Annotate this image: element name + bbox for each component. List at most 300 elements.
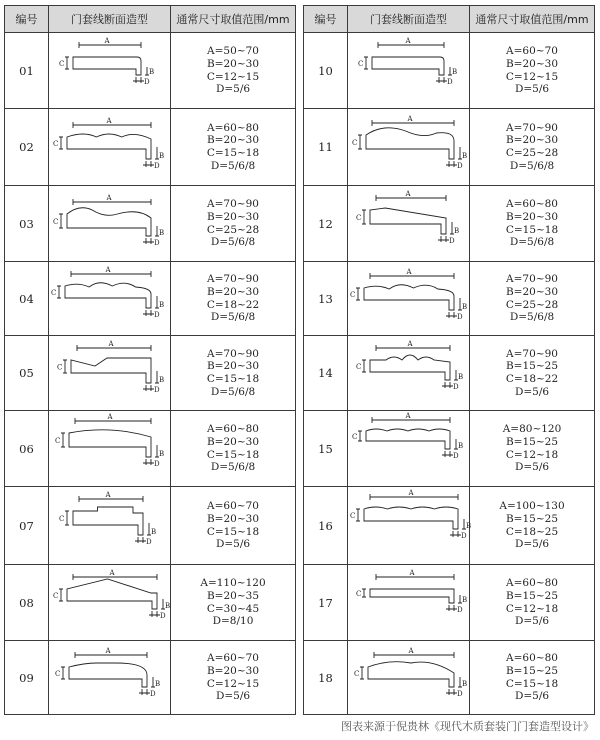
size-range-value: D=5/6/8 [509, 311, 555, 324]
profile-cell [49, 109, 171, 186]
row-number: 09 [5, 641, 49, 715]
dimension-d-label: D [153, 310, 160, 319]
dimension-b-label: B [457, 441, 463, 450]
dimension-a-line [75, 418, 151, 424]
dimension-d-line [442, 382, 453, 388]
dimension-a-line [372, 120, 454, 126]
row-number: 06 [5, 411, 49, 487]
table-row [5, 186, 296, 262]
dimension-a-line [73, 199, 151, 205]
profile-outline [73, 507, 143, 535]
size-range-cell [171, 262, 296, 336]
size-range-value: A=70~90 [207, 273, 259, 286]
table-row [304, 487, 595, 565]
size-range-value: B=20~30 [206, 512, 260, 525]
row-number: 08 [5, 565, 49, 641]
size-range-value: A=60~70 [207, 652, 259, 665]
size-range-value: A=60~80 [207, 121, 259, 134]
dimension-a-line [73, 122, 151, 128]
dimension-c-line [65, 57, 69, 69]
dimension-a-label: A [407, 488, 414, 497]
profile-cell [49, 641, 171, 715]
dimension-c-label: C [50, 288, 56, 297]
size-range-value: D=5/6/8 [210, 461, 256, 474]
profile-cell [348, 565, 470, 641]
row-number: 11 [304, 109, 348, 186]
dimension-a-line [71, 271, 151, 277]
profile-diagram-18 [350, 643, 468, 713]
profile-diagram-08 [51, 567, 169, 639]
dimension-a-label: A [108, 568, 115, 577]
size-range-cell [171, 33, 296, 109]
table-row [304, 411, 595, 487]
dimension-d-line [143, 161, 154, 167]
size-range-value: A=70~90 [207, 347, 259, 360]
profile-cell [348, 33, 470, 109]
profile-table-right [303, 5, 595, 715]
dimension-d-label: D [153, 459, 160, 468]
dimension-d-line [143, 385, 154, 391]
dimension-a-label: A [104, 490, 111, 499]
row-number: 16 [304, 487, 348, 565]
size-range-value: D=5/6/8 [210, 311, 256, 324]
profile-outline [366, 429, 450, 449]
profile-outline [71, 358, 151, 383]
header-profile: 门套线断面造型 [49, 6, 171, 33]
dimension-a-label: A [107, 339, 114, 348]
dimension-c-label: C [355, 213, 361, 222]
row-number: 03 [5, 186, 49, 262]
dimension-a-label: A [404, 411, 411, 420]
profile-diagram-02 [51, 111, 169, 184]
dimension-d-line [436, 77, 447, 83]
dimension-d-line [143, 459, 154, 465]
row-number: 18 [304, 641, 348, 715]
size-range-value: C=12~18 [505, 602, 559, 615]
table-row [5, 109, 296, 186]
profile-cell [49, 186, 171, 262]
profile-diagram-03 [51, 188, 169, 260]
size-range-value: A=60~80 [506, 577, 558, 590]
dimension-d-line [442, 451, 453, 457]
dimension-d-line [446, 312, 457, 318]
dimension-d-label: D [149, 689, 156, 698]
dimension-d-label: D [159, 611, 166, 620]
table-header-row [304, 6, 595, 33]
profile-diagram-01 [51, 35, 169, 107]
dimension-b-label: B [461, 595, 467, 604]
dimension-c-label: C [355, 589, 361, 598]
dimension-b-label: B [158, 228, 164, 237]
profile-cell [348, 186, 470, 262]
profile-diagram-15 [350, 413, 468, 485]
profile-outline [73, 57, 141, 75]
dimension-d-line [139, 689, 150, 695]
size-range-value: B=15~25 [505, 512, 559, 525]
profile-diagram-11 [350, 111, 468, 184]
dimension-a-label: A [406, 339, 413, 348]
row-number: 05 [5, 336, 49, 411]
dimension-d-label: D [143, 77, 150, 86]
size-range-value: C=30~45 [206, 602, 260, 615]
dimension-d-label: D [153, 385, 160, 394]
size-range-value: D=5/6 [514, 615, 550, 628]
dimension-d-label: D [153, 238, 160, 247]
size-range-cell [470, 641, 595, 715]
size-range-value: A=70~90 [506, 347, 558, 360]
size-range-value: D=5/6/8 [509, 159, 555, 172]
dimension-b-label: B [148, 67, 154, 76]
size-range-value: A=110~120 [200, 577, 266, 590]
table-row [5, 262, 296, 336]
profile-outline [69, 663, 147, 687]
profile-cell [49, 33, 171, 109]
dimension-c-label: C [52, 139, 58, 148]
dimension-b-label: B [158, 375, 164, 384]
figure-caption: 图表来源于倪贵林《现代木质套装门门套造型设计》 [341, 720, 594, 733]
row-number: 14 [304, 336, 348, 411]
size-range-cell [171, 565, 296, 641]
dimension-a-label: A [105, 193, 112, 202]
row-number: 17 [304, 565, 348, 641]
dimension-c-line [360, 667, 364, 679]
size-range-value: C=18~22 [505, 373, 559, 385]
size-range-value: D=5/6/8 [210, 385, 256, 398]
size-range-value: B=15~25 [505, 435, 559, 448]
dimension-c-label: C [351, 432, 357, 441]
profile-diagram-05 [51, 338, 169, 409]
profile-cell [49, 262, 171, 336]
row-number: 02 [5, 109, 49, 186]
size-range-value: C=15~18 [505, 223, 559, 236]
profile-diagram-12 [350, 188, 468, 260]
dimension-a-line [75, 652, 147, 658]
size-range-value: B=20~30 [206, 210, 260, 223]
dimension-a-line [370, 273, 454, 279]
profile-diagram-10 [350, 35, 468, 107]
table-row [5, 411, 296, 487]
dimension-a-label: A [404, 189, 411, 198]
dimension-d-line [149, 611, 160, 617]
size-range-value: D=5/6 [514, 385, 550, 398]
profile-cell [348, 109, 470, 186]
size-range-cell [470, 336, 595, 411]
size-range-value: C=18~22 [206, 298, 260, 311]
profile-cell [348, 336, 470, 411]
dimension-b-label: B [164, 601, 170, 610]
size-range-value: B=15~25 [505, 360, 559, 373]
profile-diagram-07 [51, 489, 169, 563]
table-row [5, 641, 296, 715]
dimension-a-label: A [104, 265, 111, 274]
profile-cell [348, 487, 470, 565]
dimension-b-label: B [150, 527, 156, 536]
dimension-a-line [376, 345, 450, 351]
dimension-d-line [438, 236, 449, 242]
profile-diagram-04 [51, 264, 169, 334]
table-header-row [5, 6, 296, 33]
size-range-value: A=50~70 [207, 45, 259, 58]
size-range-value: D=5/6 [514, 83, 550, 96]
dimension-b-label: B [461, 151, 467, 160]
size-range-value: B=20~30 [206, 285, 260, 298]
dimension-a-line [370, 494, 458, 500]
dimension-a-line [77, 345, 151, 351]
size-range-value: B=20~30 [505, 57, 559, 70]
size-range-value: A=60~80 [506, 652, 558, 665]
size-range-cell [470, 33, 595, 109]
profile-outline [370, 589, 454, 603]
size-range-value: A=70~90 [506, 121, 558, 134]
size-range-value: D=5/6 [514, 690, 550, 703]
size-range-value: C=15~18 [206, 147, 260, 159]
size-range-cell [470, 411, 595, 487]
size-range-value: A=60~70 [207, 500, 259, 513]
size-range-value: D=5/6 [215, 690, 251, 703]
size-range-value: A=100~130 [499, 500, 565, 513]
size-range-cell [171, 336, 296, 411]
row-number: 15 [304, 411, 348, 487]
dimension-d-label: D [145, 537, 152, 546]
dimension-c-line [362, 210, 366, 224]
dimension-d-label: D [448, 236, 455, 245]
size-range-value: C=15~18 [206, 448, 260, 461]
size-range-value: B=20~30 [206, 134, 260, 147]
profile-diagram-14 [350, 338, 468, 409]
dimension-d-label: D [153, 161, 160, 170]
table-row [304, 109, 595, 186]
dimension-c-label: C [355, 362, 361, 371]
size-range-value: C=25~28 [505, 147, 559, 159]
dimension-a-label: A [105, 116, 112, 125]
size-range-cell [171, 487, 296, 565]
size-range-cell [171, 641, 296, 715]
table-row [304, 186, 595, 262]
dimension-c-line [63, 360, 67, 373]
dimension-d-label: D [456, 161, 463, 170]
dimension-a-label: A [404, 36, 411, 45]
size-range-cell [470, 262, 595, 336]
dimension-a-label: A [408, 568, 415, 577]
row-number: 10 [304, 33, 348, 109]
table-row [5, 565, 296, 641]
dimension-c-line [364, 57, 368, 69]
size-range-value: B=20~30 [206, 57, 260, 70]
dimension-b-label: B [461, 302, 467, 311]
dimension-b-label: B [457, 372, 463, 381]
profile-cell [49, 411, 171, 487]
dimension-c-label: C [56, 363, 62, 371]
size-range-value: D=5/6/8 [509, 236, 555, 249]
size-range-cell [470, 109, 595, 186]
size-range-value: D=5/6/8 [210, 236, 256, 249]
dimension-d-line [446, 689, 457, 695]
size-range-value: A=60~80 [506, 198, 558, 211]
dimension-b-label: B [465, 521, 471, 530]
dimension-c-label: C [52, 217, 58, 226]
dimension-c-label: C [58, 514, 64, 523]
dimension-c-line [362, 589, 366, 597]
size-range-value: B=20~30 [206, 360, 260, 373]
size-range-value: D=5/6 [514, 461, 550, 474]
dimension-c-line [59, 137, 63, 149]
size-range-value: D=8/10 [212, 615, 254, 628]
profile-table-left [4, 5, 296, 715]
size-range-value: B=20~30 [505, 134, 559, 147]
dimension-c-line [61, 433, 65, 447]
table-row [304, 336, 595, 411]
profile-cell [348, 411, 470, 487]
dimension-a-line [372, 417, 450, 423]
dimension-d-line [446, 605, 457, 611]
dimension-a-label: A [407, 646, 414, 655]
size-range-value: C=25~28 [505, 298, 559, 311]
row-number: 04 [5, 262, 49, 336]
dimension-a-line [374, 652, 454, 658]
dimension-c-line [59, 214, 63, 228]
row-number: 12 [304, 186, 348, 262]
dimension-a-line [378, 42, 444, 48]
dimension-b-label: B [453, 226, 459, 235]
dimension-c-line [65, 511, 69, 525]
dimension-d-line [133, 77, 144, 83]
dimension-c-label: C [58, 59, 64, 68]
dimension-a-label: A [103, 36, 110, 45]
size-range-value: C=15~18 [206, 525, 260, 538]
header-number: 编号 [5, 6, 49, 33]
size-range-cell [171, 411, 296, 487]
dimension-d-label: D [452, 451, 459, 460]
dimension-b-label: B [154, 679, 160, 688]
profile-outline [67, 207, 151, 235]
table-row [304, 565, 595, 641]
profile-diagram-17 [350, 567, 468, 639]
dimension-d-line [143, 238, 154, 244]
profile-outline [370, 208, 446, 234]
size-range-value: D=5/6 [215, 538, 251, 551]
dimension-c-label: C [52, 591, 58, 600]
dimension-d-label: D [456, 312, 463, 321]
header-profile: 门套线断面造型 [348, 6, 470, 33]
size-range-value: C=12~18 [505, 448, 559, 461]
table-row [304, 262, 595, 336]
dimension-d-label: D [460, 531, 467, 540]
size-range-value: C=12~15 [505, 70, 559, 83]
size-range-cell [171, 109, 296, 186]
profile-diagram-06 [51, 413, 169, 485]
dimension-b-label: B [158, 449, 164, 458]
header-number: 编号 [304, 6, 348, 33]
size-range-value: B=20~30 [505, 210, 559, 223]
header-size-range: 通常尺寸取值范围/mm [171, 6, 296, 33]
dimension-a-label: A [405, 267, 412, 276]
profile-outline [372, 57, 444, 75]
size-range-value: C=15~18 [505, 677, 559, 690]
dimension-c-label: C [54, 669, 60, 678]
dimension-d-label: D [456, 605, 463, 614]
size-range-cell [470, 565, 595, 641]
size-range-value: C=25~28 [206, 223, 260, 236]
table-row [304, 33, 595, 109]
table-row [5, 487, 296, 565]
profile-outline [69, 429, 151, 456]
size-range-value: D=5/6/8 [210, 159, 256, 172]
profile-cell [49, 565, 171, 641]
dimension-a-line [79, 496, 143, 502]
dimension-c-label: C [349, 290, 355, 299]
size-range-value: B=15~25 [505, 589, 559, 602]
profile-cell [348, 262, 470, 336]
size-range-value: D=5/6 [215, 83, 251, 96]
dimension-a-line [73, 574, 157, 580]
size-range-cell [470, 186, 595, 262]
size-range-value: B=20~35 [206, 589, 260, 602]
size-range-value: A=80~120 [502, 423, 562, 436]
dimension-a-label: A [406, 114, 413, 123]
profile-cell [49, 487, 171, 565]
size-range-value: C=18~25 [505, 525, 559, 538]
dimension-c-label: C [353, 669, 359, 678]
profile-diagram-16 [349, 488, 471, 563]
size-range-value: B=20~30 [206, 435, 260, 448]
dimension-a-label: A [104, 646, 111, 655]
dimension-d-label: D [452, 382, 459, 391]
dimension-c-label: C [357, 59, 363, 68]
profile-diagram-09 [51, 643, 169, 713]
table-row [5, 336, 296, 411]
profile-outline [65, 282, 151, 307]
profile-outline [368, 661, 454, 686]
dimension-d-line [446, 161, 457, 167]
profile-diagram-13 [350, 264, 468, 334]
size-range-value: A=70~90 [207, 198, 259, 211]
table-row [5, 33, 296, 109]
dimension-a-line [376, 574, 454, 580]
table-row [304, 641, 595, 715]
dimension-d-line [135, 537, 146, 543]
profile-cell [49, 336, 171, 411]
size-range-value: C=15~18 [206, 373, 260, 385]
profile-outline [67, 579, 157, 609]
profile-outline [67, 134, 151, 159]
size-range-value: B=15~25 [505, 664, 559, 677]
dimension-c-line [356, 509, 360, 521]
dimension-d-line [143, 310, 154, 316]
size-range-value: C=12~15 [206, 70, 260, 83]
dimension-d-label: D [446, 77, 453, 86]
dimension-c-line [358, 135, 362, 149]
dimension-a-line [376, 195, 446, 201]
row-number: 13 [304, 262, 348, 336]
profile-outline [364, 507, 458, 529]
size-range-value: A=70~90 [506, 273, 558, 286]
size-range-cell [171, 186, 296, 262]
header-size-range: 通常尺寸取值范围/mm [470, 6, 595, 33]
profile-outline [370, 355, 450, 380]
dimension-c-label: C [351, 138, 357, 147]
dimension-b-label: B [451, 67, 457, 76]
dimension-c-label: C [54, 436, 60, 445]
dimension-d-line [450, 531, 461, 537]
dimension-c-line [358, 431, 362, 441]
size-range-value: B=20~30 [505, 285, 559, 298]
size-range-value: C=12~15 [206, 677, 260, 690]
dimension-c-label: C [349, 511, 355, 520]
dimension-c-line [356, 288, 360, 300]
dimension-c-line [362, 360, 366, 372]
profile-cell [348, 641, 470, 715]
profile-outline [366, 127, 454, 158]
